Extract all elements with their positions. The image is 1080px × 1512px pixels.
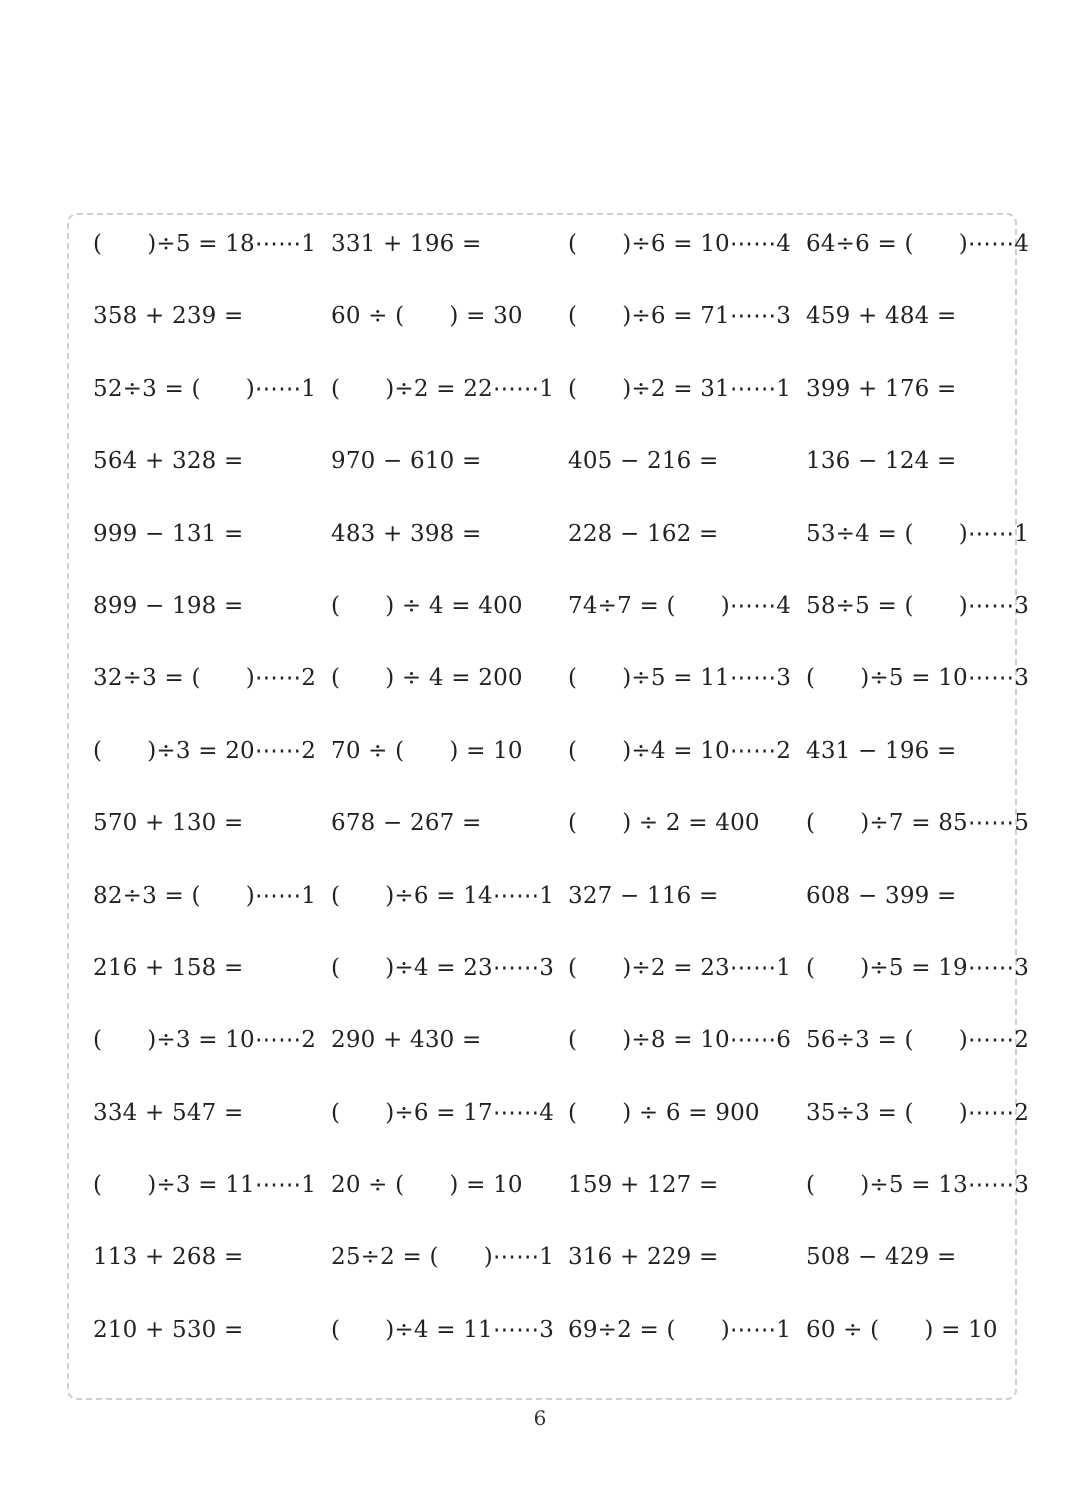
math-problem: ( )÷5 = 19⋯⋯3 (806, 954, 1030, 981)
math-problem: 290 + 430 = (331, 1027, 482, 1054)
math-problem: 358 + 239 = (93, 303, 244, 330)
math-problem: 970 − 610 = (331, 448, 482, 475)
math-problem: 20 ÷ ( ) = 10 (331, 1172, 523, 1199)
math-problem: ( )÷3 = 10⋯⋯2 (93, 1027, 317, 1054)
math-problem: 52÷3 = ( )⋯⋯1 (93, 375, 317, 402)
problem-row (93, 498, 1073, 570)
math-problem: 405 − 216 = (568, 448, 719, 475)
math-problem: ( )÷2 = 22⋯⋯1 (331, 375, 555, 402)
math-problem: 74÷7 = ( )⋯⋯4 (568, 592, 792, 619)
math-problem: 899 − 198 = (93, 592, 244, 619)
problem-row (93, 642, 1073, 714)
problem-row (93, 353, 1073, 425)
math-problem: 508 − 429 = (806, 1244, 957, 1271)
problem-row (93, 1221, 1073, 1293)
math-problem: 60 ÷ ( ) = 10 (806, 1316, 998, 1343)
math-problem: ( ) ÷ 4 = 200 (331, 665, 523, 692)
math-problem: ( )÷6 = 17⋯⋯4 (331, 1099, 555, 1126)
math-problem: 32÷3 = ( )⋯⋯2 (93, 665, 317, 692)
problem-row (93, 1004, 1073, 1076)
math-problem: 210 + 530 = (93, 1316, 244, 1343)
math-problem: ( )÷5 = 10⋯⋯3 (806, 665, 1030, 692)
math-problem: 64÷6 = ( )⋯⋯4 (806, 231, 1030, 257)
math-problem: 159 + 127 = (568, 1172, 719, 1199)
math-problem: 459 + 484 = (806, 303, 957, 330)
math-problem: 25÷2 = ( )⋯⋯1 (331, 1244, 555, 1271)
problem-row (93, 860, 1073, 932)
math-problem: 60 ÷ ( ) = 30 (331, 303, 523, 330)
math-problem: 58÷5 = ( )⋯⋯3 (806, 592, 1030, 619)
math-problem: ( )÷6 = 10⋯⋯4 (568, 231, 792, 257)
math-problem: 570 + 130 = (93, 810, 244, 837)
math-problem: ( ) ÷ 2 = 400 (568, 810, 760, 837)
math-problem: ( )÷4 = 11⋯⋯3 (331, 1316, 555, 1343)
math-problem: 228 − 162 = (568, 520, 719, 547)
math-problem: ( )÷5 = 13⋯⋯3 (806, 1172, 1030, 1199)
math-problem: 564 + 328 = (93, 448, 244, 475)
math-problem: ( )÷4 = 23⋯⋯3 (331, 954, 555, 981)
problem-row (93, 1294, 1073, 1366)
math-problem: ( ) ÷ 6 = 900 (568, 1099, 760, 1126)
math-problem: ( )÷6 = 14⋯⋯1 (331, 882, 555, 909)
math-problem: ( )÷2 = 31⋯⋯1 (568, 375, 792, 402)
math-problem: 608 − 399 = (806, 882, 957, 909)
math-problem: 53÷4 = ( )⋯⋯1 (806, 520, 1030, 547)
math-problem: ( )÷7 = 85⋯⋯5 (806, 810, 1030, 837)
math-problem: 999 − 131 = (93, 520, 244, 547)
math-problem: 678 − 267 = (331, 810, 482, 837)
page-number: 6 (533, 1406, 547, 1430)
problem-row (93, 570, 1073, 642)
problem-row (93, 1149, 1073, 1221)
math-problem: 399 + 176 = (806, 375, 957, 402)
math-problem: ( )÷6 = 71⋯⋯3 (568, 303, 792, 330)
problem-row (93, 280, 1073, 352)
math-problem: 69÷2 = ( )⋯⋯1 (568, 1316, 792, 1343)
math-problem: ( )÷5 = 18⋯⋯1 (93, 231, 317, 257)
problem-row (93, 1077, 1073, 1149)
math-problem: 483 + 398 = (331, 520, 482, 547)
math-problem: 70 ÷ ( ) = 10 (331, 737, 523, 764)
math-problem: 331 + 196 = (331, 231, 482, 257)
math-problem: ( ) ÷ 4 = 400 (331, 592, 523, 619)
math-problem: ( )÷5 = 11⋯⋯3 (568, 665, 792, 692)
math-problem: 82÷3 = ( )⋯⋯1 (93, 882, 317, 909)
math-problem: 56÷3 = ( )⋯⋯2 (806, 1027, 1030, 1054)
problem-grid (93, 208, 1073, 1366)
math-problem: ( )÷3 = 20⋯⋯2 (93, 737, 317, 764)
math-problem: ( )÷2 = 23⋯⋯1 (568, 954, 792, 981)
math-problem: 316 + 229 = (568, 1244, 719, 1271)
math-problem: 431 − 196 = (806, 737, 957, 764)
math-problem: 113 + 268 = (93, 1244, 244, 1271)
math-problem: 216 + 158 = (93, 954, 244, 981)
problem-row (93, 932, 1073, 1004)
problem-row (93, 715, 1073, 787)
math-problem: ( )÷8 = 10⋯⋯6 (568, 1027, 792, 1054)
math-problem: 334 + 547 = (93, 1099, 244, 1126)
problem-row (93, 787, 1073, 859)
problem-row (93, 425, 1073, 497)
math-problem: ( )÷3 = 11⋯⋯1 (93, 1172, 317, 1199)
math-problem: 35÷3 = ( )⋯⋯2 (806, 1099, 1030, 1126)
problem-row (93, 208, 1073, 280)
math-problem: 136 − 124 = (806, 448, 957, 475)
math-problem: 327 − 116 = (568, 882, 719, 909)
math-problem: ( )÷4 = 10⋯⋯2 (568, 737, 792, 764)
